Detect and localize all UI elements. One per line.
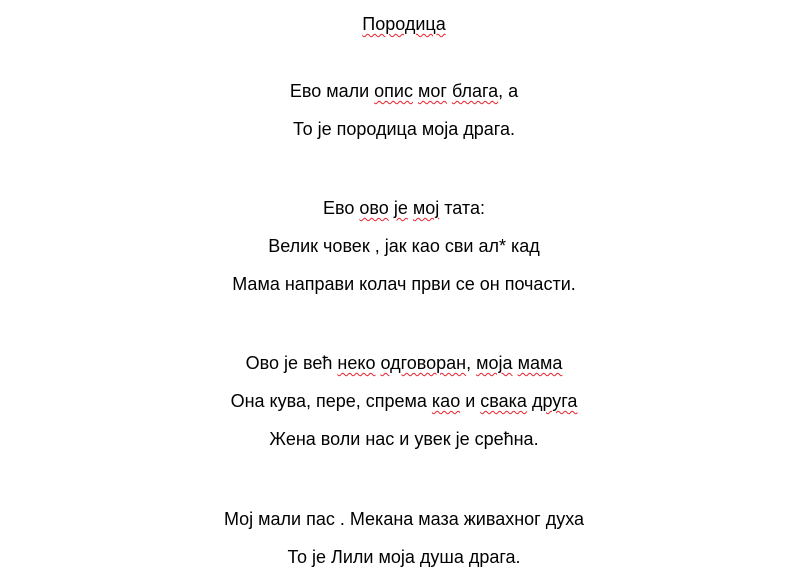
poem-line xyxy=(0,197,808,219)
poem-text: То је породица моја драга. xyxy=(293,119,515,139)
poem-text: Ово је већ xyxy=(245,353,338,373)
poem-line xyxy=(0,546,808,568)
document-title xyxy=(0,13,808,35)
misspelled-word: друга xyxy=(531,391,578,411)
misspelled-word: мог xyxy=(417,81,447,101)
misspelled-word: неко xyxy=(337,353,376,373)
poem-line xyxy=(0,80,808,102)
poem-text: Мој мали пас . Мекана маза живахног духа xyxy=(223,509,585,529)
misspelled-word: блага xyxy=(451,81,499,101)
misspelled-word: свака xyxy=(480,391,527,411)
misspelled-word: мој xyxy=(412,198,440,218)
poem-text: , xyxy=(466,353,477,373)
poem-text: Велик човек , јак као сви ал* кад xyxy=(268,236,540,256)
poem-line xyxy=(0,273,808,295)
misspelled-word: опис xyxy=(374,81,413,101)
poem-text: Ево мали xyxy=(289,81,375,101)
poem-text: Жена воли нас и увек је срећна. xyxy=(269,429,539,449)
document-title-text: Породица xyxy=(362,14,446,34)
poem-line xyxy=(0,118,808,140)
poem-text: Она кува, пере, спрема xyxy=(230,391,432,411)
misspelled-word: мама xyxy=(517,353,563,373)
poem-line xyxy=(0,428,808,450)
misspelled-word: ово xyxy=(359,198,389,218)
poem-line xyxy=(0,508,808,530)
misspelled-word: као xyxy=(431,391,461,411)
poem-text: , а xyxy=(498,81,519,101)
poem-line xyxy=(0,390,808,412)
misspelled-word: одговоран xyxy=(380,353,467,373)
poem-text: Мама направи колач први се он почасти. xyxy=(232,274,576,294)
poem-text: тата: xyxy=(439,198,485,218)
poem-text: и xyxy=(460,391,481,411)
poem-text: То је Лили моја душа драга. xyxy=(287,547,521,567)
misspelled-word: је xyxy=(393,198,408,218)
poem-line xyxy=(0,235,808,257)
misspelled-word: моја xyxy=(476,353,513,373)
poem-text: Ево xyxy=(323,198,360,218)
poem-line xyxy=(0,352,808,374)
